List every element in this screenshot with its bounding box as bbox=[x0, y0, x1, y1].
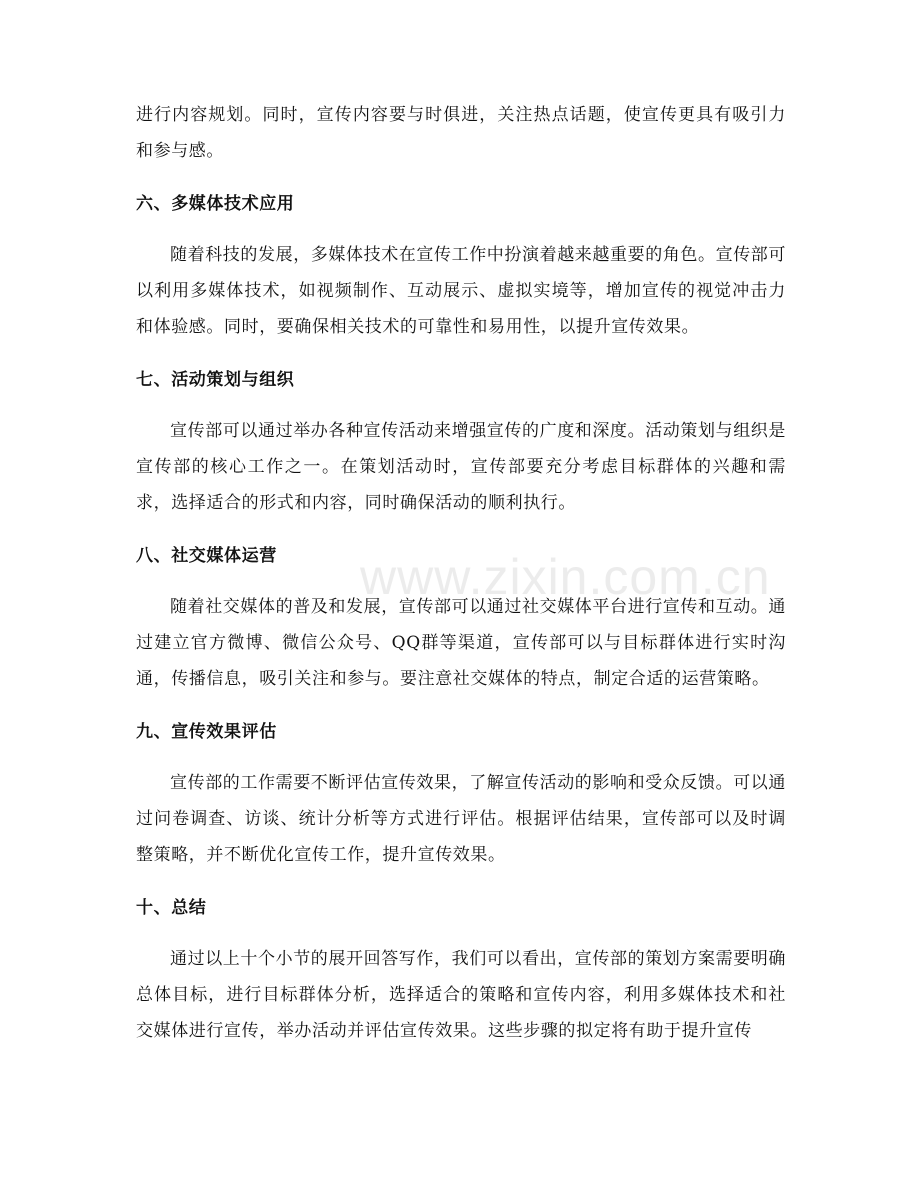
section-heading-8: 八、社交媒体运营 bbox=[136, 546, 277, 566]
document-content bbox=[136, 97, 786, 1069]
section-heading-7: 七、活动策划与组织 bbox=[136, 370, 295, 390]
section-body-9: 宣传部的工作需要不断评估宣传效果，了解宣传活动的影响和受众反馈。可以通过问卷调查、访谈、统计分析等方式进行评估。根据评估结果，宣传部可以及时调整策略，并不断优化宣传工作，提升宣传效果。 bbox=[136, 773, 786, 865]
section-body-8: 随着社交媒体的普及和发展，宣传部可以通过社交媒体平台进行宣传和互动。通过建立官方微博、微信公众号、QQ群等渠道，宣传部可以与目标群体进行实时沟通，传播信息，吸引关注和参与。要注意社交媒体的特点，制定合适的运营策略。 bbox=[136, 597, 786, 689]
section-body-7: 宣传部可以通过举办各种宣传活动来增强宣传的广度和深度。活动策划与组织是宣传部的核心工作之一。在策划活动时，宣传部要充分考虑目标群体的兴趣和需求，选择适合的形式和内容，同时确保活动的顺利执行。 bbox=[136, 421, 786, 513]
section-body-10: 通过以上十个小节的展开回答写作，我们可以看出，宣传部的策划方案需要明确总体目标，进行目标群体分析，选择适合的策略和宣传内容，利用多媒体技术和社交媒体进行宣传，举办活动并评估宣传效果。这些步骤的拟定将有助于提升宣传 bbox=[136, 949, 786, 1041]
intro-paragraph: 进行内容规划。同时，宣传内容要与时俱进，关注热点话题，使宣传更具有吸引力和参与感。 bbox=[136, 105, 786, 161]
section-heading-10: 十、总结 bbox=[136, 898, 207, 918]
section-heading-9: 九、宣传效果评估 bbox=[136, 722, 277, 742]
watermark: www.zixin.com.cn bbox=[360, 549, 771, 605]
section-body-6: 随着科技的发展，多媒体技术在宣传工作中扮演着越来越重要的角色。宣传部可以利用多媒体技术，如视频制作、互动展示、虚拟实境等，增加宣传的视觉冲击力和体验感。同时，要确保相关技术的可靠性和易用性，以提升宣传效果。 bbox=[136, 245, 786, 337]
section-heading-6: 六、多媒体技术应用 bbox=[136, 194, 295, 214]
